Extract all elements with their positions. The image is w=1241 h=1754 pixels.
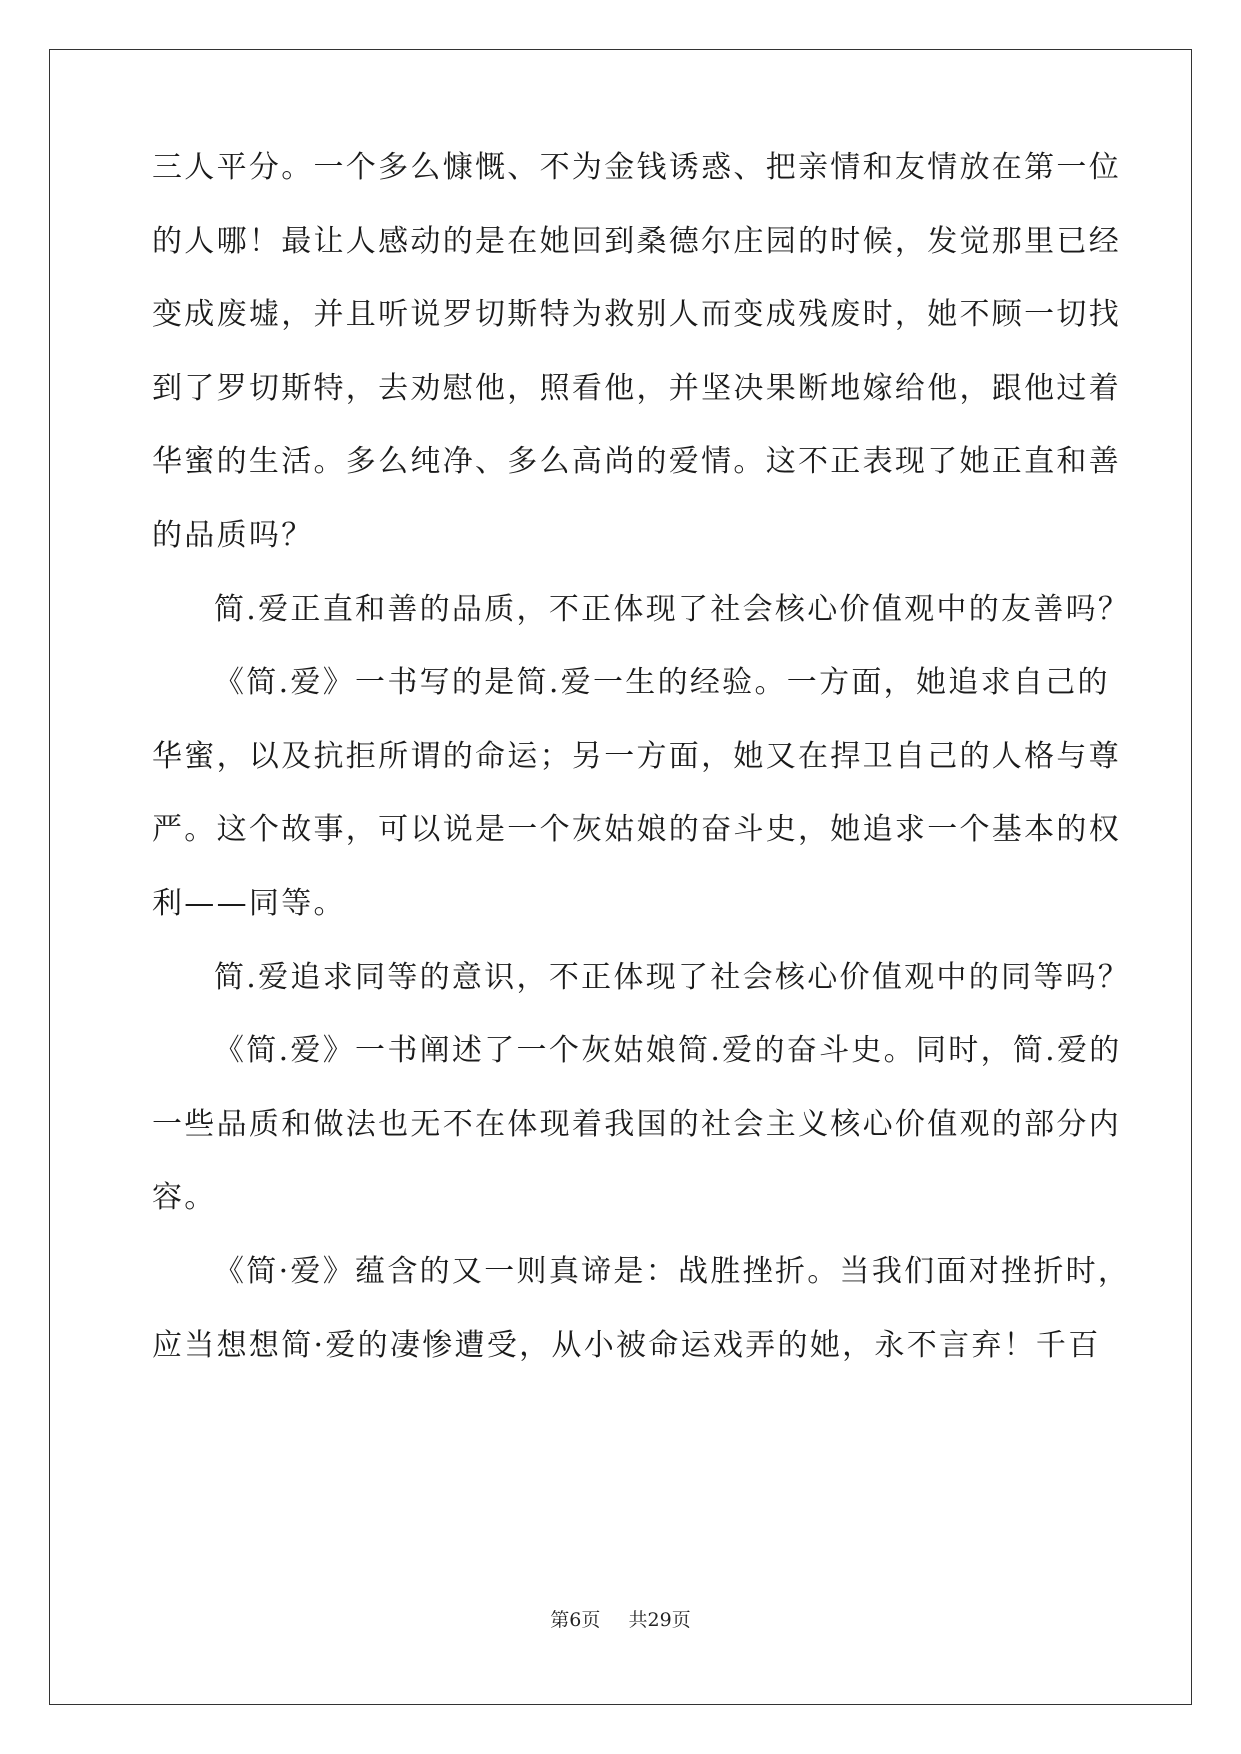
text-line: 三人平分。一个多么慷慨、不为金钱诱惑、把亲情和友情放在第一位 — [152, 150, 1121, 185]
text-line: 的人哪！最让人感动的是在她回到桑德尔庄园的时候，发觉那里已经 — [152, 223, 1121, 259]
text-line: 《简·爱》蕴含的又一则真谛是：战胜挫折。当我们面对挫折时， — [214, 1254, 1131, 1289]
text-line: 《简.爱》一书写的是简.爱一生的经验。一方面，她追求自己的 — [214, 665, 1110, 701]
text-line: 华蜜的生活。多么纯净、多么高尚的爱情。这不正表现了她正直和善 — [152, 444, 1121, 480]
text-line: 利——同等。 — [152, 886, 346, 921]
text-line: 华蜜，以及抗拒所谓的命运；另一方面，她又在捍卫自己的人格与尊 — [152, 738, 1121, 774]
text-line: 容。 — [152, 1180, 217, 1216]
text-line: 的品质吗？ — [152, 518, 314, 553]
text-line: 简.爱追求同等的意识，不正体现了社会核心价值观中的同等吗？ — [214, 959, 1131, 995]
text-line: 应当想想简·爱的凄惨遭受，从小被命运戏弄的她，永不言弃！千百 — [152, 1327, 1101, 1363]
text-line: 变成废墟，并且听说罗切斯特为救别人而变成残废时，她不顾一切找 — [152, 297, 1121, 333]
text-line: 严。这个故事，可以说是一个灰姑娘的奋斗史，她追求一个基本的权 — [152, 812, 1121, 848]
page-total: 共29页 — [628, 1609, 691, 1631]
page-number: 第6页 — [550, 1609, 601, 1631]
text-line: 《简.爱》一书阐述了一个灰姑娘简.爱的奋斗史。同时，简.爱的 — [214, 1033, 1122, 1069]
text-line: 简.爱正直和善的品质，不正体现了社会核心价值观中的友善吗？ — [214, 591, 1131, 627]
page-footer — [0, 1605, 1241, 1632]
text-line: 到了罗切斯特，去劝慰他，照看他，并坚决果断地嫁给他，跟他过着 — [152, 370, 1121, 406]
text-line: 一些品质和做法也无不在体现着我国的社会主义核心价值观的部分内 — [152, 1106, 1121, 1142]
